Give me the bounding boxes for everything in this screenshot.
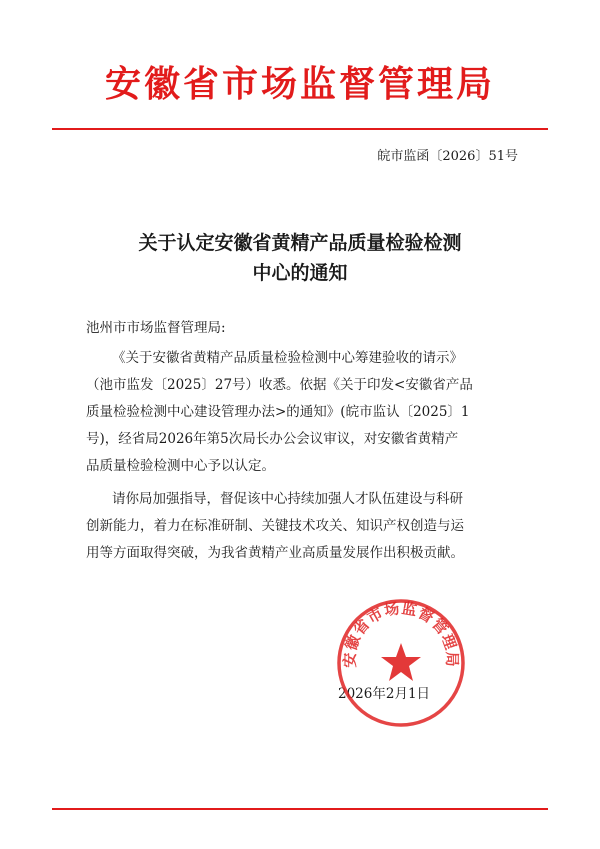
body-line: 请你局加强指导，督促该中心持续加强人才队伍建设与科研 <box>112 491 463 507</box>
top-red-rule <box>52 128 548 130</box>
document-number: 皖市监函〔2026〕51号 <box>377 149 518 164</box>
svg-text:安徽省市场监督管理局: 安徽省市场监督管理局 <box>340 599 462 668</box>
body-line: （池市监发〔2025〕27号）收悉。依据《关于印发<安徽省产品 <box>86 377 473 393</box>
addressee: 池州市市场监督管理局: <box>86 320 226 336</box>
bottom-red-rule <box>52 808 548 810</box>
agency-masthead: 安徽省市场监督管理局 <box>104 63 495 105</box>
official-seal-stamp <box>335 597 467 729</box>
title-line-1: 关于认定安徽省黄精产品质量检验检测 <box>138 232 462 254</box>
document-title <box>40 228 560 288</box>
body-line: 用等方面取得突破，为我省黄精产业高质量发展作出积极贡献。 <box>86 545 464 561</box>
body-line: 号)，经省局2026年第5次局长办公会议审议，对安徽省黄精产 <box>86 431 459 447</box>
issue-date: 2026年2月1日 <box>338 686 431 702</box>
seal-star-icon <box>381 643 421 681</box>
body-line: 质量检验检测中心建设管理办法>的通知》(皖市监认〔2025〕1 <box>86 404 470 420</box>
body-line: 《关于安徽省黄精产品质量检验检测中心筹建验收的请示》 <box>112 350 463 366</box>
body-line: 创新能力，着力在标准研制、关键技术攻关、知识产权创造与运 <box>86 518 464 534</box>
body-line: 品质量检验检测中心予以认定。 <box>86 458 275 474</box>
title-line-2: 中心的通知 <box>252 262 348 284</box>
